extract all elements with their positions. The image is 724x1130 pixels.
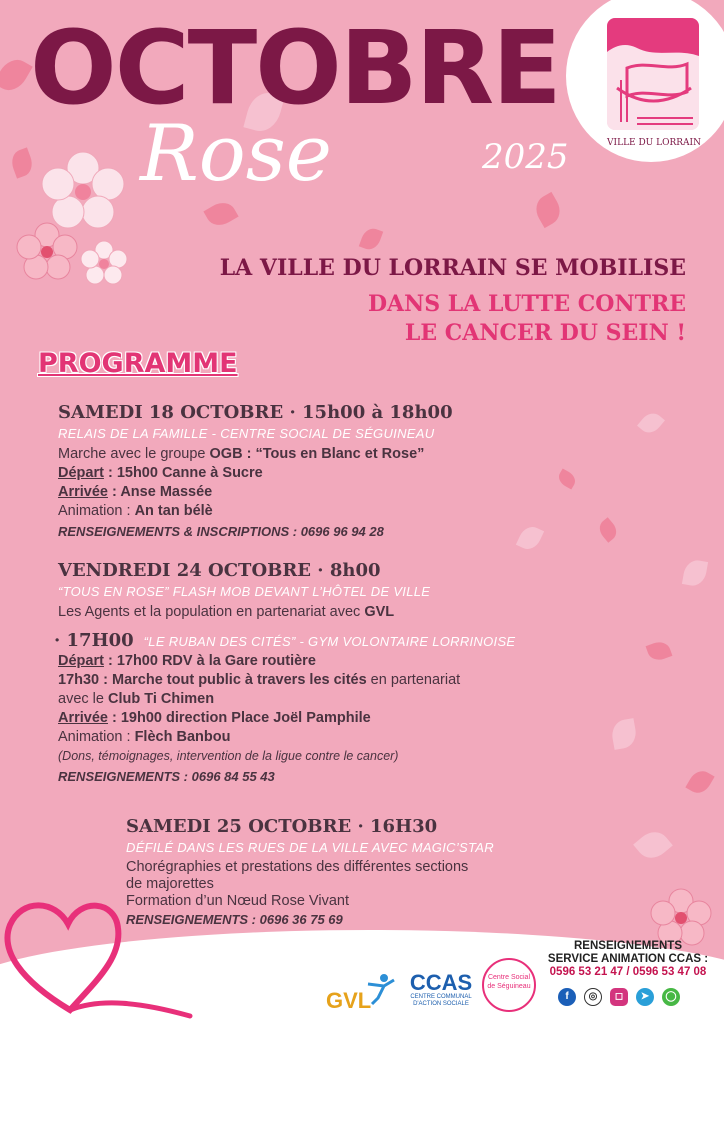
title-year: 2025 bbox=[482, 137, 569, 177]
event-2-animation bbox=[58, 728, 618, 747]
event-3-line2: de majorettes bbox=[126, 876, 214, 892]
event-2-heading bbox=[58, 560, 618, 582]
globe-icon[interactable]: ◎ bbox=[584, 988, 602, 1006]
event-2-separator: · bbox=[317, 560, 330, 581]
petal-decoration bbox=[359, 226, 383, 253]
event-2-depart-value: : 17h00 RDV à la Gare routière bbox=[103, 653, 316, 669]
logo-label: VILLE DU LORRAIN bbox=[607, 138, 701, 148]
petal-decoration bbox=[0, 54, 33, 96]
footer-contact bbox=[528, 940, 724, 979]
event-1-separator: · bbox=[289, 402, 303, 423]
cherry-blossom-icon bbox=[650, 888, 712, 946]
event-1-depart-label: Départ bbox=[58, 465, 104, 481]
event-2-time2: · 17H00 bbox=[54, 630, 134, 651]
event-2-line1-pre: Les Agents et la population en partenariat avec bbox=[58, 604, 365, 620]
centre-social-logo-text: Centre Social de Séguineau bbox=[487, 974, 531, 990]
event-1 bbox=[58, 402, 578, 541]
event-2-part2-heading bbox=[54, 630, 618, 652]
footer-info-line1: RENSEIGNEMENTS bbox=[574, 940, 682, 952]
event-2-line1 bbox=[58, 603, 618, 622]
cherry-blossom-icon bbox=[80, 240, 128, 286]
event-2-subtitle: “TOUS EN ROSE” FLASH MOB DEVANT L’HÔTEL DE VILLE bbox=[58, 584, 431, 599]
slogan-line1: LA VILLE DU LORRAIN SE MOBILISE bbox=[219, 255, 686, 281]
title-script: Rose bbox=[140, 109, 332, 199]
event-2-marche-line2-bold: Club Ti Chimen bbox=[107, 691, 215, 707]
event-1-depart-value: : 15h00 Canne à Sucre bbox=[103, 465, 263, 481]
event-3-rens: RENSEIGNEMENTS : 0696 36 75 69 bbox=[126, 912, 343, 927]
event-2-animation-value: Flèch Banbou bbox=[134, 729, 231, 745]
event-1-subtitle: RELAIS DE LA FAMILLE - CENTRE SOCIAL DE SÉGUINEAU bbox=[58, 426, 435, 441]
event-1-line1 bbox=[58, 445, 578, 464]
event-2-date: VENDREDI 24 OCTOBRE bbox=[58, 560, 312, 581]
event-1-depart bbox=[58, 464, 578, 483]
event-1-date: SAMEDI 18 OCTOBRE bbox=[58, 402, 284, 423]
event-2-subtitle2: “LE RUBAN DES CITÉS” - GYM VOLONTAIRE LORRINOISE bbox=[143, 634, 516, 649]
footer-info-line3: 0596 53 21 47 / 0596 53 47 08 bbox=[549, 966, 707, 978]
pink-ribbon-heart-icon bbox=[0, 880, 200, 1024]
instagram-icon[interactable]: ◻ bbox=[610, 988, 628, 1006]
event-3-time: 16H30 bbox=[370, 816, 438, 837]
petal-decoration bbox=[685, 767, 714, 798]
event-2-marche-bold: 17h30 : Marche tout public à travers les cités bbox=[58, 672, 367, 688]
event-1-animation-value: An tan bélè bbox=[134, 503, 213, 519]
event-2-arrivee bbox=[58, 709, 618, 728]
petal-decoration bbox=[203, 197, 238, 230]
slogan-line2 bbox=[368, 290, 686, 347]
event-3-subtitle: DÉFILÉ DANS LES RUES DE LA VILLE AVEC MAGIC’STAR bbox=[126, 840, 494, 855]
event-3-line3: Formation d’un Nœud Rose Vivant bbox=[126, 893, 349, 909]
line-icon[interactable]: ◯ bbox=[662, 988, 680, 1006]
city-logo-icon bbox=[607, 18, 699, 130]
event-2-note: (Dons, témoignages, intervention de la ligue contre le cancer) bbox=[58, 749, 399, 763]
event-2-animation-label: Animation : bbox=[58, 729, 135, 745]
event-3-heading bbox=[126, 816, 596, 838]
gvl-figure-icon bbox=[364, 972, 398, 1006]
event-2-line1-bold: GVL bbox=[364, 604, 395, 620]
event-2-arrivee-label: Arrivée bbox=[58, 710, 108, 726]
event-2-marche-line2 bbox=[58, 690, 618, 709]
event-3-separator: · bbox=[357, 816, 371, 837]
event-2-depart bbox=[58, 652, 618, 671]
event-3-line1: Chorégraphies et prestations des différentes sections bbox=[126, 859, 469, 875]
petal-decoration bbox=[531, 192, 566, 228]
petal-decoration bbox=[595, 517, 620, 543]
event-2-marche-post: en partenariat bbox=[366, 672, 461, 688]
event-1-line1-pre: Marche avec le groupe bbox=[58, 446, 210, 462]
gvl-logo-text: GVL bbox=[326, 988, 372, 1013]
footer-info-line2: SERVICE ANIMATION CCAS : bbox=[547, 953, 709, 965]
ccas-logo-text: CCAS bbox=[409, 970, 473, 995]
cherry-blossom-icon bbox=[40, 150, 126, 230]
slogan-line3-text: LE CANCER DU SEIN ! bbox=[404, 319, 686, 346]
event-2-depart-label: Départ bbox=[58, 653, 104, 669]
programme-heading: PROGRAMME bbox=[38, 348, 238, 379]
petal-decoration bbox=[637, 409, 665, 437]
event-1-arrivee-label: Arrivée bbox=[58, 484, 108, 500]
event-2-arrivee-value: : 19h00 direction Place Joël Pamphile bbox=[107, 710, 371, 726]
title-main: OCTOBRE bbox=[30, 9, 560, 128]
event-1-line1-post: : “Tous en Blanc et Rose” bbox=[242, 446, 425, 462]
slogan-line2-text: DANS LA LUTTE CONTRE bbox=[367, 291, 686, 317]
petal-decoration bbox=[8, 147, 36, 178]
event-1-animation bbox=[58, 502, 578, 521]
event-2-marche-line2-pre: avec le bbox=[58, 691, 108, 707]
event-1-heading bbox=[58, 402, 578, 424]
event-3-date: SAMEDI 25 OCTOBRE bbox=[126, 816, 352, 837]
event-2-marche bbox=[58, 671, 618, 690]
event-1-animation-label: Animation : bbox=[58, 503, 135, 519]
event-2-rens: RENSEIGNEMENTS : 0696 84 55 43 bbox=[58, 769, 275, 784]
petal-decoration bbox=[682, 558, 708, 587]
telegram-icon[interactable]: ➤ bbox=[636, 988, 654, 1006]
event-2 bbox=[54, 560, 618, 786]
event-1-rens: RENSEIGNEMENTS & INSCRIPTIONS : 0696 96 94 28 bbox=[58, 524, 384, 539]
cherry-blossom-icon bbox=[16, 222, 78, 280]
event-1-line1-bold: OGB bbox=[209, 446, 243, 462]
petal-decoration bbox=[633, 825, 673, 864]
event-1-time: 15h00 à 18h00 bbox=[302, 402, 453, 423]
event-2-time: 8h00 bbox=[329, 560, 381, 581]
ccas-logo bbox=[406, 972, 476, 1008]
petal-decoration bbox=[646, 639, 673, 663]
ccas-logo-subtext: CENTRE COMMUNAL D'ACTION SOCIALE bbox=[410, 994, 472, 1007]
event-1-arrivee bbox=[58, 483, 578, 502]
facebook-icon[interactable]: f bbox=[558, 988, 576, 1006]
event-1-arrivee-value: : Anse Massée bbox=[107, 484, 213, 500]
